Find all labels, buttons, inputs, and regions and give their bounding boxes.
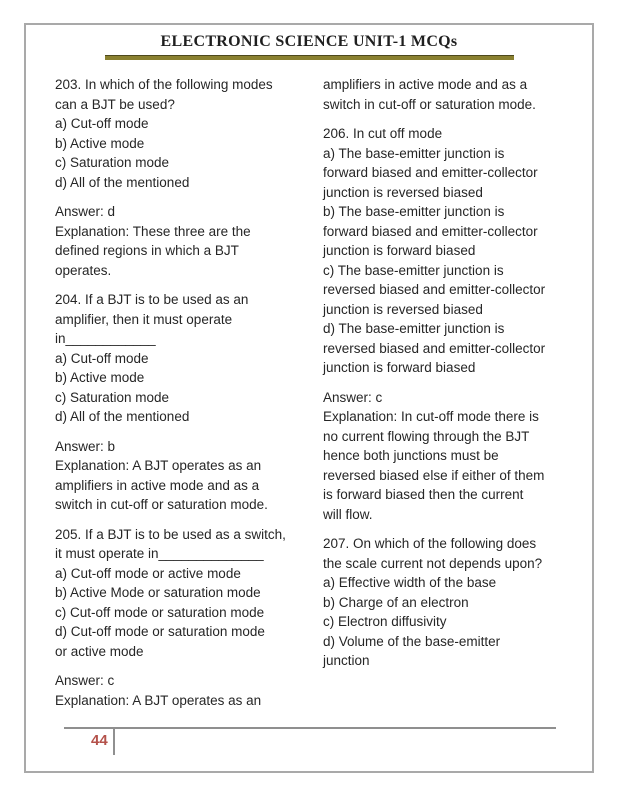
- text-line: amplifiers in active mode and as a: [323, 77, 528, 92]
- page-footer: [64, 727, 556, 757]
- text-line: junction is forward biased: [323, 243, 476, 258]
- text-line: hence both junctions must be: [323, 448, 499, 463]
- text-line: amplifier, then it must operate: [55, 311, 233, 327]
- page-title: ELECTRONIC SCIENCE UNIT-1 MCQs: [160, 33, 458, 50]
- text-line: 203. In which of the following modes: [55, 77, 273, 92]
- paragraph: [55, 525, 307, 662]
- page-frame: [24, 23, 594, 773]
- text-line: junction is reversed biased: [323, 301, 483, 317]
- text-line: a) Effective width of the base: [323, 575, 497, 590]
- text-line: will flow.: [323, 506, 373, 522]
- text-line: junction: [323, 653, 370, 668]
- text-line: can a BJT be used?: [55, 96, 175, 112]
- text-line: Answer: c: [55, 673, 115, 688]
- text-line: a) Cut-off mode or active mode: [55, 565, 241, 581]
- text-line: c) Cut-off mode or saturation mode: [55, 604, 265, 620]
- text-line: switch in cut-off or saturation mode.: [323, 96, 536, 112]
- paragraph: [323, 534, 583, 671]
- text-line: Answer: d: [55, 204, 116, 219]
- text-line: a) Cut-off mode: [55, 116, 149, 131]
- text-line: switch in cut-off or saturation mode.: [55, 497, 268, 512]
- text-line: d) Volume of the base-emitter: [323, 633, 501, 649]
- text-line: a) The base-emitter junction is: [323, 145, 505, 161]
- text-line: d) All of the mentioned: [55, 174, 190, 190]
- paragraph: [55, 202, 307, 280]
- text-line: junction is forward biased: [323, 360, 476, 375]
- footer-cursor-bar: [113, 729, 115, 755]
- paragraph: [55, 75, 307, 192]
- paragraph: [55, 437, 307, 515]
- text-line: forward biased and emitter-collector: [323, 223, 538, 239]
- text-line: b) Active mode: [55, 370, 145, 385]
- text-line: 204. If a BJT is to be used as an: [55, 292, 249, 307]
- text-line: c) Saturation mode: [55, 155, 170, 170]
- text-line: is forward biased then the current: [323, 487, 524, 502]
- text-line: forward biased and emitter-collector: [323, 165, 538, 180]
- paragraph: [323, 75, 583, 114]
- text-line: 206. In cut off mode: [323, 126, 443, 141]
- text-line: it must operate in______________: [55, 546, 264, 561]
- text-line: d) The base-emitter junction is: [323, 321, 505, 336]
- text-line: Explanation: These three are the: [55, 223, 251, 239]
- text-line: c) Saturation mode: [55, 389, 170, 405]
- text-line: no current flowing through the BJT: [323, 428, 530, 444]
- text-line: Answer: c: [323, 389, 383, 405]
- two-column-content: [26, 60, 592, 710]
- paragraph: [323, 388, 583, 525]
- text-line: b) Active Mode or saturation mode: [55, 585, 261, 600]
- text-line: Explanation: A BJT operates as an: [55, 458, 262, 473]
- text-line: amplifiers in active mode and as a: [55, 477, 260, 493]
- left-column: [55, 75, 307, 710]
- paragraph: [323, 124, 583, 378]
- text-line: defined regions in which a BJT: [55, 243, 239, 258]
- text-line: Answer: b: [55, 438, 116, 454]
- text-line: reversed biased else if either of them: [323, 467, 545, 483]
- text-line: c) Electron diffusivity: [323, 614, 447, 629]
- text-line: b) Charge of an electron: [323, 594, 469, 610]
- text-line: c) The base-emitter junction is: [323, 262, 504, 278]
- text-line: or active mode: [55, 643, 144, 659]
- text-line: a) Cut-off mode: [55, 350, 149, 366]
- text-line: b) Active mode: [55, 135, 145, 151]
- text-line: Explanation: In cut-off mode there is: [323, 409, 539, 424]
- text-line: 207. On which of the following does: [323, 536, 537, 551]
- text-line: d) Cut-off mode or saturation mode: [55, 624, 265, 639]
- page-number: 44: [91, 732, 108, 749]
- right-column: [323, 75, 583, 710]
- page-header: [26, 25, 592, 60]
- text-line: b) The base-emitter junction is: [323, 204, 505, 219]
- text-line: junction is reversed biased: [323, 184, 483, 200]
- text-line: d) All of the mentioned: [55, 409, 190, 424]
- text-line: reversed biased and emitter-collector: [323, 282, 546, 297]
- text-line: the scale current not depends upon?: [323, 555, 543, 571]
- paragraph: [55, 671, 307, 710]
- paragraph: [55, 290, 307, 427]
- text-line: operates.: [55, 262, 112, 278]
- text-line: reversed biased and emitter-collector: [323, 340, 546, 356]
- text-line: in____________: [55, 331, 156, 346]
- text-line: Explanation: A BJT operates as an: [55, 692, 262, 708]
- text-line: 205. If a BJT is to be used as a switch,: [55, 526, 286, 542]
